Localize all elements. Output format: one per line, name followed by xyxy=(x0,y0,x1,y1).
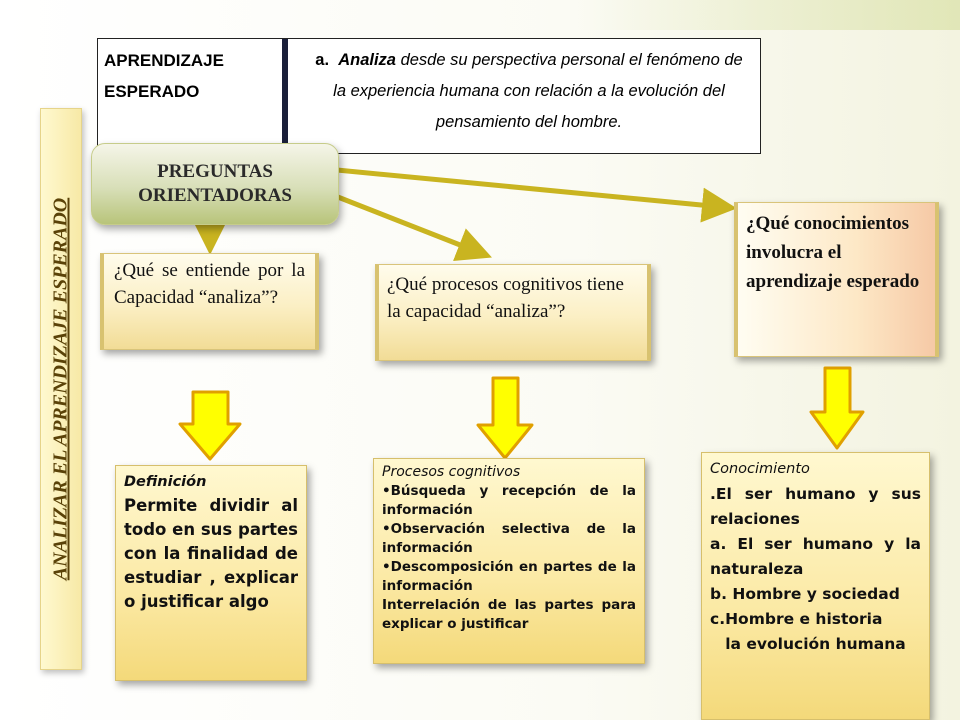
knowledge-last: la evolución humana xyxy=(725,635,906,653)
processes-box xyxy=(373,458,645,664)
question-box-3 xyxy=(734,202,939,357)
guiding-questions-header xyxy=(91,143,339,225)
processes-extra: Interrelación de las partes para explicar o justificar xyxy=(382,597,636,632)
objective-item-text: desde su perspectiva personal el fenómeno de la experiencia humana con relación a la evolución del pensamiento del hombre. xyxy=(333,51,743,131)
definition-body: Permite dividir al todo en sus partes con la finalidad de estudiar , explicar o justificar algo xyxy=(124,496,298,611)
knowledge-box xyxy=(701,452,930,720)
processes-list xyxy=(382,482,636,596)
down-arrow-1 xyxy=(180,392,240,459)
connector-arrow-q3 xyxy=(337,170,722,207)
knowledge-item: a. El ser humano y la naturaleza xyxy=(710,535,921,578)
connector-arrow-q2 xyxy=(320,190,478,252)
guide-line1: PREGUNTAS xyxy=(157,161,273,182)
knowledge-heading: Conocimiento xyxy=(710,461,810,477)
question-text-2: ¿Qué procesos cognitivos tiene la capacidad “analiza”? xyxy=(387,274,624,322)
objective-label-line1: APRENDIZAJE xyxy=(104,51,224,70)
question-box-1 xyxy=(100,253,319,350)
knowledge-intro: .El ser humano y sus relaciones xyxy=(710,485,921,528)
down-arrow-2 xyxy=(478,378,532,458)
process-item: •Observación selectiva de la información xyxy=(382,521,636,556)
processes-heading: Procesos cognitivos xyxy=(382,464,521,480)
definition-box xyxy=(115,465,307,681)
guide-line2: ORIENTADORAS xyxy=(138,185,292,206)
knowledge-item: c.Hombre e historia xyxy=(710,610,883,628)
question-text-3: ¿Qué conocimientos involucra el aprendizaje esperado xyxy=(746,213,920,292)
question-box-2 xyxy=(375,264,651,361)
down-arrow-3 xyxy=(811,368,863,448)
objective-label-line2: ESPERADO xyxy=(104,82,200,101)
process-item: •Descomposición en partes de la información xyxy=(382,559,636,594)
knowledge-item: b. Hombre y sociedad xyxy=(710,585,900,603)
process-item: •Búsqueda y recepción de la información xyxy=(382,483,636,518)
question-text-1: ¿Qué se entiende por la Capacidad “analiza”? xyxy=(114,260,305,308)
vertical-title: ANALIZAR EL APRENDIZAJE ESPERADO xyxy=(49,197,72,581)
objective-item-verb: Analiza xyxy=(338,51,396,69)
objective-item-number: a. xyxy=(315,51,330,69)
definition-heading: Definición xyxy=(124,474,207,490)
